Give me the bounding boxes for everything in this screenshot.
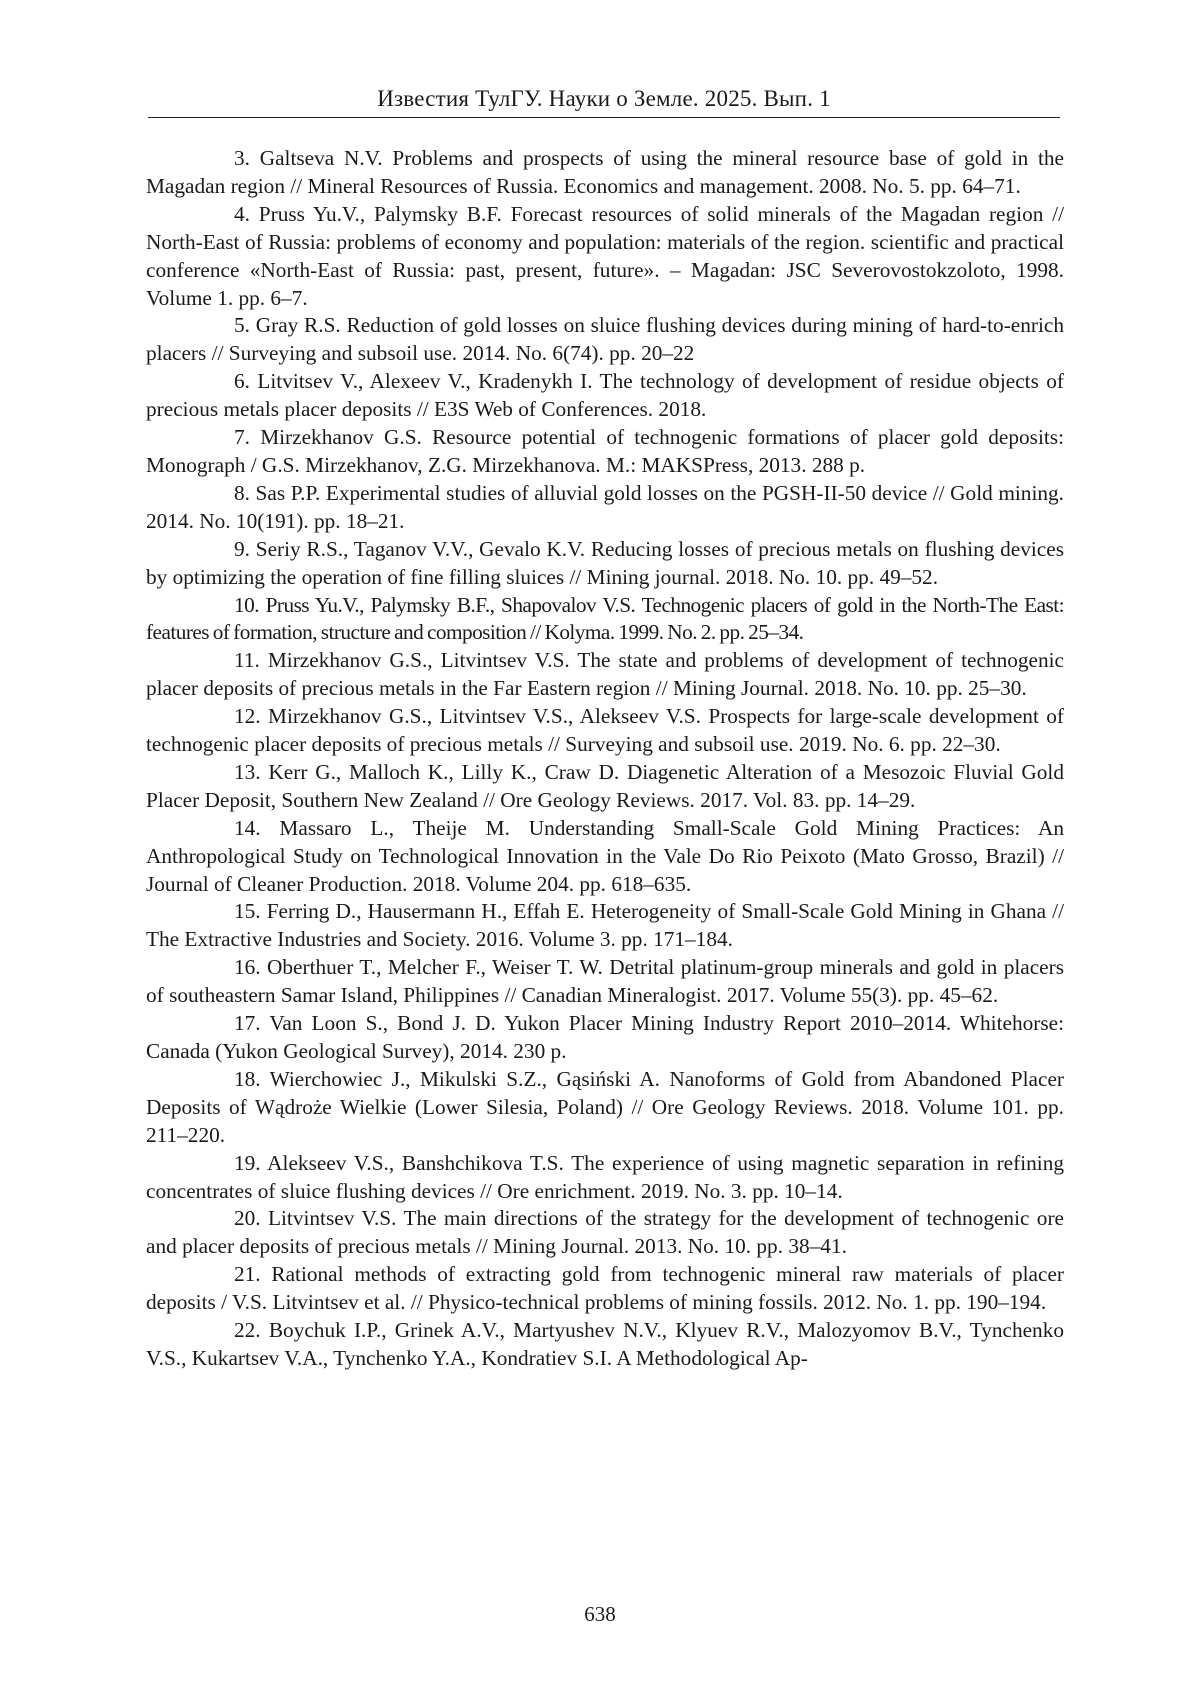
reference-item: 17. Van Loon S., Bond J. D. Yukon Placer Mining Industry Report 2010–2014. Whitehorse: Canada (Yukon Geological Survey), 2014. 230 p. <box>146 1011 1064 1063</box>
reference-item: 5. Gray R.S. Reduction of gold losses on sluice flushing devices during mining of hard-to-enrich placers // Surveying and subsoil use. 2014. No. 6(74). pp. 20–22 <box>146 313 1064 366</box>
reference-item: 14. Massaro L., Theije M. Understanding Small-Scale Gold Mining Practices: An Anthropological Study on Technological Innovation in the Vale Do Rio Peixoto (Mato Grosso, Brazil) // Journal of Cleaner Production. 2018. Volume 204. pp. 618–635. <box>146 815 1064 896</box>
reference-item: 18. Wierchowiec J., Mikulski S.Z., Gąsiński A. Nanoforms of Gold from Abandoned Placer Deposits of Wądroże Wielkie (Lower Silesia, Poland) // Ore Geology Reviews. 2018. Volume 101. pp. 211–220. <box>146 1066 1064 1147</box>
reference-item: 10. Pruss Yu.V., Palymsky B.F., Shapovalov V.S. Technogenic placers of gold in the North-The East: features of formation, structure and composition // Kolyma. 1999. No. 2. pp. 25–34. <box>146 592 1064 645</box>
reference-item: 3. Galtseva N.V. Problems and prospects of using the mineral resource base of gold in the Magadan region // Mineral Resources of Russia. Economics and management. 2008. No. 5. pp. 64–71. <box>146 146 1064 198</box>
reference-item: 8. Sas P.P. Experimental studies of alluvial gold losses on the PGSH-II-50 device // Gold mining. 2014. No. 10(191). pp. 18–21. <box>146 480 1064 533</box>
reference-item: 9. Seriy R.S., Taganov V.V., Gevalo K.V. Reducing losses of precious metals on flushing devices by optimizing the operation of fine filling sluices // Mining journal. 2018. No. 10. pp. 49–52. <box>146 536 1064 589</box>
reference-item: 19. Alekseev V.S., Banshchikova T.S. The experience of using magnetic separation in refining concentrates of sluice flushing devices // Ore enrichment. 2019. No. 3. pp. 10–14. <box>146 1150 1064 1203</box>
header-divider <box>148 117 1060 118</box>
reference-item: 12. Mirzekhanov G.S., Litvintsev V.S., Alekseev V.S. Prospects for large-scale development of technogenic placer deposits of precious metals // Surveying and subsoil use. 2019. No. 6. pp. 22–30. <box>146 704 1064 757</box>
reference-list <box>146 145 1064 1373</box>
reference-item: 6. Litvitsev V., Alexeev V., Kradenykh I. The technology of development of residue objects of precious metals placer deposits // E3S Web of Conferences. 2018. <box>146 369 1064 422</box>
reference-item: 15. Ferring D., Hausermann H., Effah E. Heterogeneity of Small-Scale Gold Mining in Ghana // The Extractive Industries and Society. 2016. Volume 3. pp. 171–184. <box>146 899 1064 952</box>
reference-item: 22. Boychuk I.P., Grinek A.V., Martyushev N.V., Klyuev R.V., Malozyomov B.V., Tynchenko V.S., Kukartsev V.A., Tynchenko Y.A., Kondratiev S.I. A Methodological Ap- <box>146 1318 1064 1370</box>
reference-item: 20. Litvintsev V.S. The main directions of the strategy for the development of technogenic ore and placer deposits of precious metals // Mining Journal. 2013. No. 10. pp. 38–41. <box>146 1206 1064 1259</box>
reference-item: 11. Mirzekhanov G.S., Litvintsev V.S. The state and problems of development of technogenic placer deposits of precious metals in the Far Eastern region // Mining Journal. 2018. No. 10. pp. 25–30. <box>146 648 1064 701</box>
reference-item: 16. Oberthuer T., Melcher F., Weiser T. W. Detrital platinum-group minerals and gold in placers of southeastern Samar Island, Philippines // Canadian Mineralogist. 2017. Volume 55(3). pp. 45–62. <box>146 955 1064 1008</box>
reference-item: 4. Pruss Yu.V., Palymsky B.F. Forecast resources of solid minerals of the Magadan region // North-East of Russia: problems of economy and population: materials of the region. scientific and practical conference «North-East of Russia: past, present, future». – Magadan: JSC Severovostokzoloto, 1998. Volume 1. pp. 6–7. <box>146 201 1064 310</box>
reference-item: 7. Mirzekhanov G.S. Resource potential of technogenic formations of placer gold deposits: Monograph / G.S. Mirzekhanov, Z.G. Mirzekhanova. M.: MAKSPress, 2013. 288 p. <box>146 425 1064 477</box>
reference-item: 21. Rational methods of extracting gold from technogenic mineral raw materials of placer deposits / V.S. Litvintsev et al. // Physico-technical problems of mining fossils. 2012. No. 1. pp. 190–194. <box>146 1262 1064 1315</box>
reference-item: 13. Kerr G., Malloch K., Lilly K., Craw D. Diagenetic Alteration of a Mesozoic Fluvial Gold Placer Deposit, Southern New Zealand // Ore Geology Reviews. 2017. Vol. 83. pp. 14–29. <box>146 759 1064 812</box>
running-header: Известия ТулГУ. Науки о Земле. 2025. Вып. 1 <box>377 86 831 111</box>
page-number: 638 <box>584 1602 616 1626</box>
